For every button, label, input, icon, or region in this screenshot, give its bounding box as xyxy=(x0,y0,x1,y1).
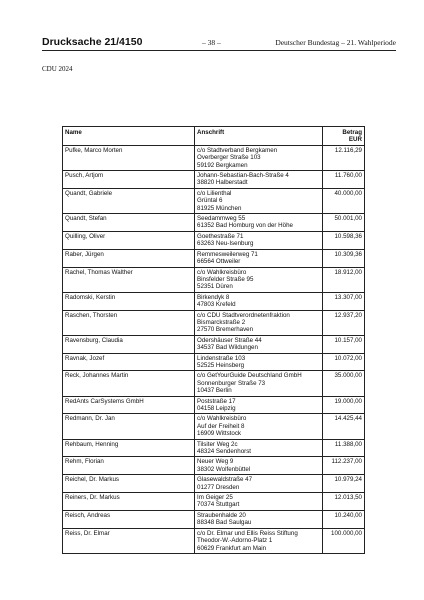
address-line: 38820 Halberstadt xyxy=(197,179,248,187)
donor-name: Pufke, Marco Morten xyxy=(63,145,195,170)
address-line: Odershäuser Straße 44 xyxy=(197,336,262,344)
donor-name: Quandt, Stefan xyxy=(63,214,195,232)
address-line: 52351 Düren xyxy=(197,283,233,291)
donor-address xyxy=(195,457,323,475)
donor-address xyxy=(195,510,323,528)
address-line: c/o CDU Stadtverordnetenfraktion xyxy=(197,311,290,319)
donor-name: Ravnak, Jozef xyxy=(63,353,195,371)
address-line: 01277 Dresden xyxy=(197,483,240,491)
table-row xyxy=(63,396,365,414)
address-line: 70374 Stuttgart xyxy=(197,501,240,509)
legislative-period: Deutscher Bundestag – 21. Wahlperiode xyxy=(275,38,396,47)
page-header xyxy=(42,34,396,50)
donations-table xyxy=(62,126,365,554)
address-line: Sonnenburger Straße 73 xyxy=(197,379,266,387)
donor-address xyxy=(195,188,323,213)
address-line: Johann-Sebastian-Bach-Straße 4 xyxy=(197,172,289,180)
column-header-address: Anschrift xyxy=(195,127,323,146)
donor-name: Rehbaum, Henning xyxy=(63,439,195,457)
address-line: Birkendyk 8 xyxy=(197,293,230,301)
donor-name: Raber, Jürgen xyxy=(63,249,195,267)
address-line: Goethestraße 71 xyxy=(197,232,244,240)
table-header-row xyxy=(63,127,365,146)
donation-amount: 10.598,36 xyxy=(323,231,365,249)
table-row xyxy=(63,414,365,439)
donor-name: Rachel, Thomas Walther xyxy=(63,267,195,292)
table-row xyxy=(63,145,365,170)
page-number: – 38 – xyxy=(202,38,221,47)
address-line: 48324 Sendenhorst xyxy=(197,448,252,456)
donation-amount: 12.013,50 xyxy=(323,493,365,511)
table-row xyxy=(63,457,365,475)
address-line: 16909 Wittstock xyxy=(197,430,242,438)
address-line: c/o Wahlkreisbüro xyxy=(197,268,247,276)
donor-name: Reiss, Dr. Elmar xyxy=(63,528,195,553)
address-line: Seedammweg 55 xyxy=(197,215,246,223)
donor-name: Reisch, Andreas xyxy=(63,510,195,528)
address-line: 59192 Bergkamen xyxy=(197,161,248,169)
table-row xyxy=(63,439,365,457)
document-number: Drucksache 21/4150 xyxy=(42,36,143,48)
donation-amount: 10.240,00 xyxy=(323,510,365,528)
address-line: Im Geiger 25 xyxy=(197,494,233,502)
donor-name: Reiners, Dr. Markus xyxy=(63,493,195,511)
donor-address xyxy=(195,493,323,511)
party-year-label: CDU 2024 xyxy=(42,65,73,73)
table-row xyxy=(63,510,365,528)
table-row xyxy=(63,231,365,249)
donor-address xyxy=(195,292,323,310)
address-line: Bismarckstraße 2 xyxy=(197,318,246,326)
address-line: 04158 Leipzig xyxy=(197,405,236,412)
address-line: 63263 Neu-Isenburg xyxy=(197,240,254,248)
donor-address xyxy=(195,371,323,396)
column-header-currency-line: EUR xyxy=(348,136,362,144)
donor-name: Quandt, Gabriele xyxy=(63,188,195,213)
address-line: 10437 Berlin xyxy=(197,387,232,395)
address-line: Overberger Straße 103 xyxy=(197,154,261,162)
donation-amount: 50.001,00 xyxy=(323,214,365,232)
table-row xyxy=(63,214,365,232)
address-line: 81925 München xyxy=(197,204,242,212)
table-row xyxy=(63,267,365,292)
table-row xyxy=(63,493,365,511)
address-line: 66564 Ottweiler xyxy=(197,258,241,266)
donation-amount: 40.000,00 xyxy=(323,188,365,213)
donation-amount: 12.116,29 xyxy=(323,145,365,170)
address-line: c/o Lilienthal xyxy=(197,189,232,197)
address-line: c/o Stadtverband Bergkamen xyxy=(197,146,278,154)
table-row xyxy=(63,188,365,213)
address-line: 61352 Bad Homburg von der Höhe xyxy=(197,222,293,230)
address-line: Theodor-W.-Adorno-Platz 1 xyxy=(197,537,273,545)
donor-address xyxy=(195,335,323,353)
address-line: Poststraße 17 xyxy=(197,397,236,405)
address-line: Auf der Freiheit 8 xyxy=(197,422,245,430)
donor-address xyxy=(195,439,323,457)
address-line: c/o Wahlkreisbüro xyxy=(197,415,247,423)
donor-address xyxy=(195,249,323,267)
donor-name: Quilling, Oliver xyxy=(63,231,195,249)
donor-address xyxy=(195,231,323,249)
column-header-amount xyxy=(323,127,365,146)
table-row xyxy=(63,475,365,493)
address-line: Glasewaldstraße 47 xyxy=(197,476,253,484)
address-line: 88348 Bad Saulgau xyxy=(197,519,252,527)
address-line: Tilsiter Weg 2c xyxy=(197,440,238,448)
table-row xyxy=(63,249,365,267)
table-row xyxy=(63,171,365,189)
donor-address xyxy=(195,214,323,232)
table-row xyxy=(63,335,365,353)
donation-amount: 18.912,00 xyxy=(323,267,365,292)
donation-amount: 13.307,00 xyxy=(323,292,365,310)
table-body xyxy=(63,145,365,553)
address-line: 52525 Heinsberg xyxy=(197,361,245,369)
donation-amount: 12.937,20 xyxy=(323,310,365,335)
address-line: Lindenstraße 103 xyxy=(197,354,246,362)
table-row xyxy=(63,310,365,335)
table-row xyxy=(63,353,365,371)
donor-address xyxy=(195,353,323,371)
address-line: 47803 Krefeld xyxy=(197,301,236,309)
address-line: 34537 Bad Wildungen xyxy=(197,344,258,352)
donation-amount: 11.760,00 xyxy=(323,171,365,189)
table-row xyxy=(63,292,365,310)
address-line: 27570 Bremerhaven xyxy=(197,326,254,334)
donation-amount: 10.157,00 xyxy=(323,335,365,353)
donation-amount: 10.979,24 xyxy=(323,475,365,493)
address-line: c/o Dr. Elmar und Ellis Reiss Stiftung xyxy=(197,529,298,537)
address-line: 38302 Wolfenbüttel xyxy=(197,465,251,473)
donor-name: Rehm, Florian xyxy=(63,457,195,475)
donation-amount: 19.000,00 xyxy=(323,396,365,414)
header-rule xyxy=(42,50,396,51)
donation-amount: 10.309,36 xyxy=(323,249,365,267)
donor-address xyxy=(195,145,323,170)
donor-address xyxy=(195,310,323,335)
donor-name: Reichel, Dr. Markus xyxy=(63,475,195,493)
donor-name: Pusch, Artjom xyxy=(63,171,195,189)
column-header-name: Name xyxy=(63,127,195,146)
address-line: Grüntal 6 xyxy=(197,197,223,205)
address-line: Straubenhalde 20 xyxy=(197,511,246,519)
donation-amount: 35.000,00 xyxy=(323,371,365,396)
donor-name: Raschen, Thorsten xyxy=(63,310,195,335)
address-line: 60629 Frankfurt am Main xyxy=(197,544,267,552)
address-line: c/o GetYourGuide Deutschland GmbH xyxy=(197,372,302,380)
donor-address xyxy=(195,171,323,189)
donor-name: Ravensburg, Claudia xyxy=(63,335,195,353)
donor-name: Reck, Johannes Martin xyxy=(63,371,195,396)
donor-name: Radomski, Kerstin xyxy=(63,292,195,310)
donation-amount: 100.000,00 xyxy=(323,528,365,553)
table-row xyxy=(63,528,365,553)
table-row xyxy=(63,371,365,396)
column-header-amount-line: Betrag xyxy=(342,129,362,136)
address-line: Binsfelder Straße 95 xyxy=(197,275,254,283)
donor-address xyxy=(195,528,323,553)
donor-address xyxy=(195,475,323,493)
donor-address xyxy=(195,414,323,439)
donation-amount: 112.237,00 xyxy=(323,457,365,475)
address-line: Remmesweilerweg 71 xyxy=(197,250,258,258)
donor-address xyxy=(195,396,323,414)
donor-name: Redmann, Dr. Jan xyxy=(63,414,195,439)
address-line: Neuer Weg 9 xyxy=(197,458,234,466)
donor-name: RedAnts CarSystems GmbH xyxy=(63,396,195,414)
donor-address xyxy=(195,267,323,292)
donation-amount: 10.072,00 xyxy=(323,353,365,371)
donation-amount: 11.388,00 xyxy=(323,439,365,457)
donation-amount: 14.425,44 xyxy=(323,414,365,439)
